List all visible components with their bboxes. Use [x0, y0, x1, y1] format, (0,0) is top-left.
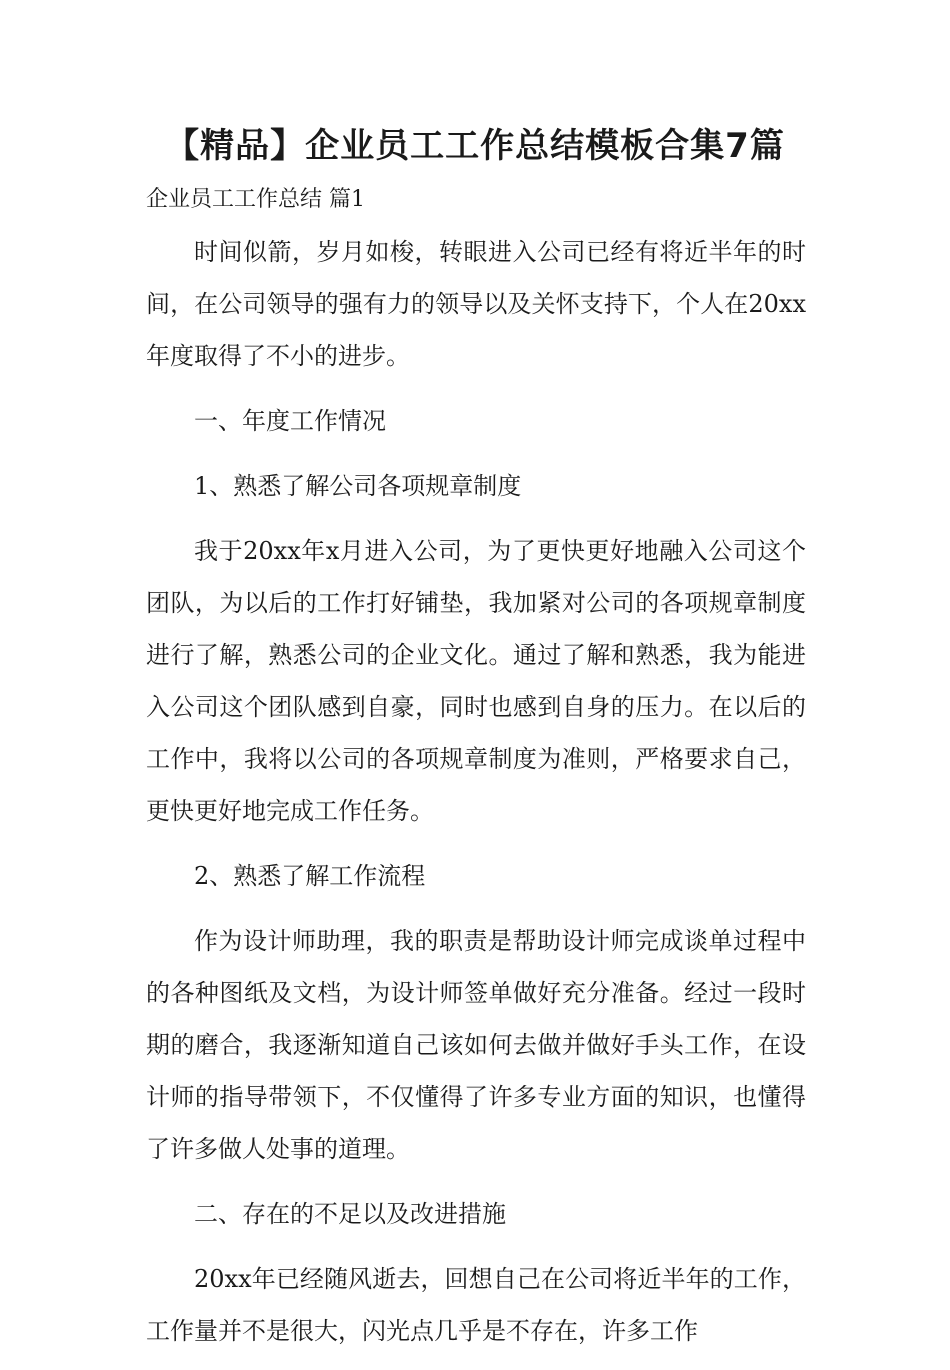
paragraph-workflow: 作为设计师助理，我的职责是帮助设计师完成谈单过程中的各种图纸及文档，为设计师签单做好充分准备。经过一段时期的磨合，我逐渐知道自己该如何去做并做好手头工作，在设计师的指导带领下，不仅懂得了许多专业方面的知识，也懂得了许多做人处事的道理。 — [146, 927, 806, 1163]
subheading-regulations: 1、熟悉了解公司各项规章制度 — [194, 472, 522, 500]
document-body — [146, 226, 806, 1370]
heading-annual-work: 一、年度工作情况 — [194, 407, 386, 435]
document-title: 【精品】企业员工工作总结模板合集7篇 — [165, 126, 785, 166]
paragraph-regulations: 我于20xx年x月进入公司，为了更快更好地融入公司这个团队，为以后的工作打好铺垫，我加紧对公司的各项规章制度进行了解，熟悉公司的企业文化。通过了解和熟悉，我为能进入公司这个团队感到自豪，同时也感到自身的压力。在以后的工作中，我将以公司的各项规章制度为准则，严格要求自己，更快更好地完成工作任务。 — [146, 537, 806, 825]
heading-shortcomings: 二、存在的不足以及改进措施 — [194, 1200, 506, 1228]
subheading-workflow: 2、熟悉了解工作流程 — [194, 862, 426, 890]
paragraph-shortcomings: 20xx年已经随风逝去，回想自己在公司将近半年的工作，工作量并不是很大，闪光点几乎是不存在，许多工作 — [146, 1265, 806, 1345]
section-heading: 企业员工工作总结 篇1 — [146, 187, 365, 212]
paragraph-intro: 时间似箭，岁月如梭，转眼进入公司已经有将近半年的时间，在公司领导的强有力的领导以及关怀支持下，个人在20xx年度取得了不小的进步。 — [146, 238, 806, 370]
